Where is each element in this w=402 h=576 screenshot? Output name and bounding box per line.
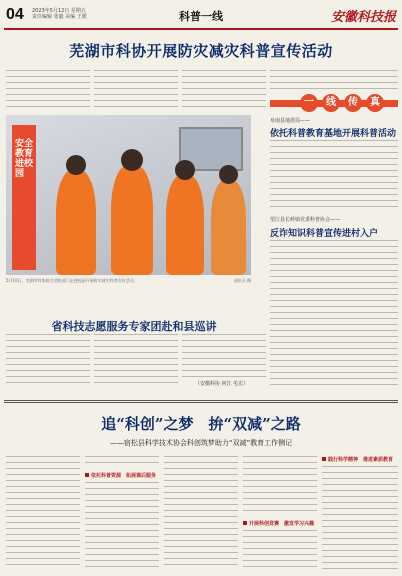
mid-body-col-2 <box>94 334 178 386</box>
feature-body-col-4 <box>243 456 317 516</box>
feature-subtitle: ——宿松县科学技术协会科创筑梦助力“双减”教育工作侧记 <box>109 439 293 447</box>
date-line: 2023年5月12日 星期五 <box>32 8 86 14</box>
feature-body-col-4b <box>243 530 317 570</box>
sidebar-item1-body <box>270 140 398 210</box>
editor-line: 责任编辑 张毅 美编 王媛 <box>32 14 87 20</box>
person-head <box>121 149 143 171</box>
photo-credit: 通讯员 摄 <box>233 278 251 283</box>
subhead-bullet <box>85 473 89 477</box>
feature-subhead-2 <box>243 520 314 527</box>
feature-body-col-2 <box>85 482 159 570</box>
feature-body-col-1 <box>6 456 80 570</box>
person-head <box>175 160 195 180</box>
ribbon-char: 一 <box>300 94 318 112</box>
sidebar-item2-body <box>270 240 398 385</box>
feature-body-col-5 <box>322 466 398 570</box>
feature-body-col-2-top <box>85 456 159 464</box>
sidebar-item1-title: 依托科普教育基地开展科普活动 <box>270 129 397 139</box>
lead-body-col-2 <box>94 70 178 110</box>
section-divider <box>4 402 398 403</box>
photo-banner <box>12 125 36 270</box>
mid-body-col-1 <box>6 334 90 386</box>
feature-headline: 追“科创”之梦 拚“双减”之路 <box>101 415 301 433</box>
date-meta <box>32 8 87 20</box>
photo-banner-text: 安全教育进校园 <box>15 139 34 179</box>
lead-body-col-4 <box>270 70 398 90</box>
ribbon-char: 线 <box>322 94 340 112</box>
feature-subhead-3-text: 践行科学精神 推进素质教育 <box>328 457 394 463</box>
person-figure <box>111 165 153 275</box>
feature-subhead-2-text: 开展科创竞赛 激发学习兴趣 <box>249 521 315 527</box>
feature-subhead-3 <box>322 456 393 463</box>
newspaper-logo: 安徽科技报 <box>330 10 396 25</box>
subhead-bullet <box>322 457 326 461</box>
person-head <box>66 155 86 175</box>
person-figure <box>211 180 246 275</box>
photo-caption-text: 5月10日，芜湖市科协联合消防部门走进校园开展防灾减灾科普宣传活动。 <box>6 278 138 283</box>
sidebar-item1-sub: 阜南县地震局—— <box>270 118 311 124</box>
lead-photo <box>6 115 251 275</box>
ribbon-banner <box>270 94 398 112</box>
mid-body-col-3 <box>182 334 266 378</box>
ribbon-char: 真 <box>366 94 384 112</box>
photo-caption <box>6 278 251 284</box>
sidebar-item2-sub: 望江县长岭镇党委科普协会—— <box>270 217 341 223</box>
page-number: 04 <box>6 6 24 23</box>
sidebar-item2-title: 反诈知识科普宣传进村入户 <box>270 229 379 239</box>
feature-body-col-3 <box>164 456 238 570</box>
lead-headline: 芜湖市科协开展防灾减灾科普宣传活动 <box>69 42 333 60</box>
lead-body-col-1 <box>6 70 90 110</box>
feature-subhead-1-text: 依托科普资源 拓展课后服务 <box>91 473 157 479</box>
mid-article-credit: （安徽科协 何江 毛宏） <box>195 381 249 387</box>
section-title: 科普一线 <box>179 10 223 23</box>
person-head <box>219 165 238 184</box>
lead-body-col-3 <box>182 70 266 110</box>
feature-subhead-1 <box>85 472 156 479</box>
ribbon-char: 传 <box>344 94 362 112</box>
page-header <box>4 6 398 30</box>
mid-article-headline: 省科技志愿服务专家团赴和县巡讲 <box>51 320 217 333</box>
person-figure <box>166 175 204 275</box>
section-divider <box>4 400 398 401</box>
subhead-bullet <box>243 521 247 525</box>
person-figure <box>56 170 96 275</box>
